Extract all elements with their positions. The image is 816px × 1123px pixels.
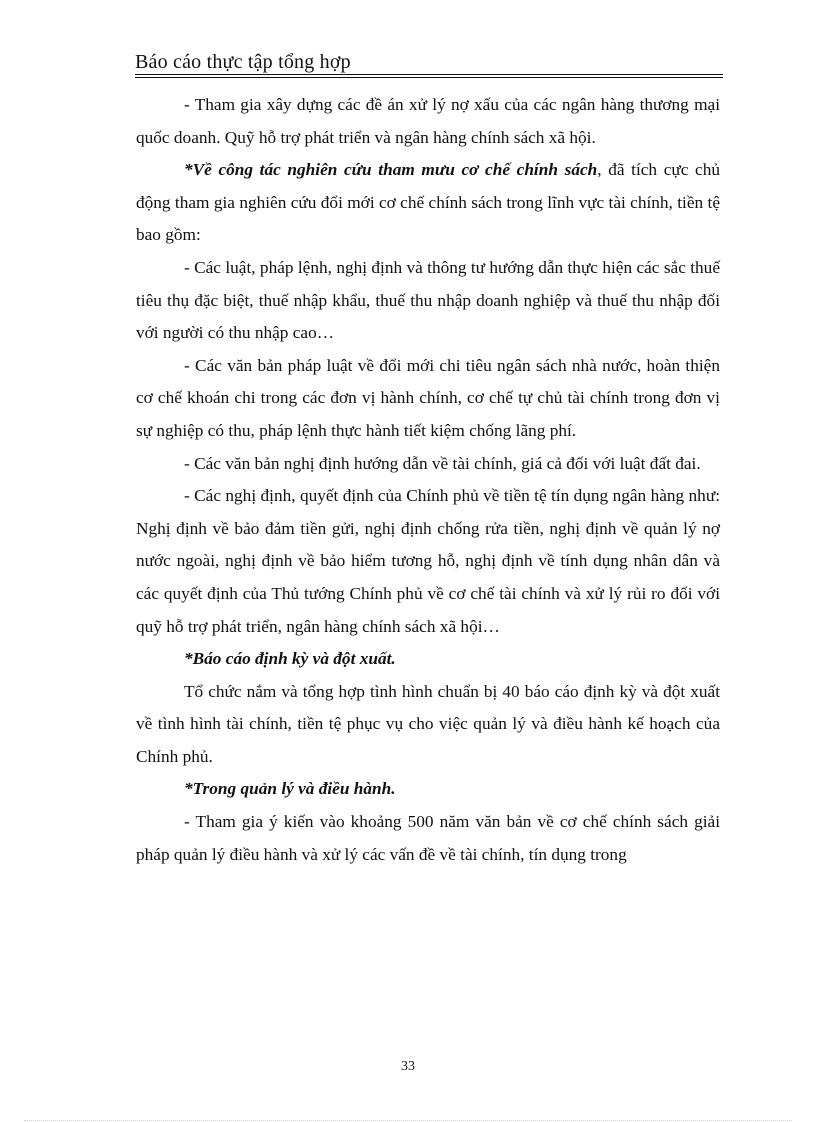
paragraph-text: - Các luật, pháp lệnh, nghị định và thông tư hướng dẫn thực hiện các sắc thuế tiêu thụ đặc biệt, thuế nhập khẩu, thuế thu nhập doanh nghiệp và thuế thu nhập đối với người có thu nhập cao… xyxy=(136,257,720,343)
paragraph-text: - Tham gia xây dựng các đề án xử lý nợ xấu của các ngân hàng thương mại quốc doanh. Quỹ hỗ trợ phát triển và ngân hàng chính sách xã hội. xyxy=(136,95,720,147)
page-bottom-divider xyxy=(24,1120,792,1121)
paragraph-text: - Các văn bản pháp luật về đổi mới chi tiêu ngân sách nhà nước, hoàn thiện cơ chế khoán chi trong các đơn vị hành chính, cơ chế tự chủ tài chính trong đơn vị sự nghiệp có thu, pháp lệnh thực hành tiết kiệm chống lãng phí. xyxy=(136,355,720,440)
paragraph-text: - Tham gia ý kiến vào khoảng 500 năm văn bản về cơ chế chính sách giải pháp quản lý điều hành và xử lý các vấn đề về tài chính, tín dụng trong xyxy=(136,812,720,864)
paragraph xyxy=(136,480,720,643)
paragraph-text: , đã tích cực chủ động tham gia nghiên cứu đổi mới cơ chế chính sách trong lĩnh vực tài chính, tiền tệ bao gồm: xyxy=(136,160,721,245)
section-heading: *Báo cáo định kỳ và đột xuất. xyxy=(184,649,396,669)
paragraph xyxy=(136,643,720,676)
header-rule-top xyxy=(135,74,723,75)
paragraph xyxy=(136,806,720,871)
document-body xyxy=(136,89,720,871)
paragraph xyxy=(136,154,720,252)
section-heading: *Về công tác nghiên cứu tham mưu cơ chế chính sách xyxy=(184,160,598,180)
paragraph xyxy=(136,350,720,448)
section-heading: *Trong quản lý và điều hành. xyxy=(184,779,396,799)
header-title: Báo cáo thực tập tổng hợp xyxy=(135,51,351,73)
paragraph xyxy=(136,773,720,806)
page-header xyxy=(135,50,723,78)
paragraph xyxy=(136,252,720,350)
page-number: 33 xyxy=(401,1059,415,1074)
paragraph xyxy=(136,448,720,481)
paragraph-text: - Các văn bản nghị định hướng dẫn về tài chính, giá cả đối với luật đất đai. xyxy=(184,453,701,473)
paragraph-text: Tổ chức nắm và tổng hợp tình hình chuẩn bị 40 báo cáo định kỳ và đột xuất về tình hình tài chính, tiền tệ phục vụ cho việc quản lý và điều hành kế hoạch của Chính phủ. xyxy=(136,681,720,766)
paragraph xyxy=(136,89,720,154)
paragraph-text: - Các nghị định, quyết định của Chính phủ về tiền tệ tín dụng ngân hàng như: Nghị định về bảo đảm tiền gửi, nghị định chống rửa tiền, nghị định về quản lý nợ nước ngoài, nghị định về bảo hiểm tương hỗ, nghị định về tính dụng nhân dân và các quyết định của Thủ tướng Chính phủ về cơ chế tài chính và xử lý rủi ro đối với quỹ hỗ trợ phát triển, ngân hàng chính sách xã hội… xyxy=(136,486,720,636)
paragraph xyxy=(136,676,720,774)
header-rule-bottom xyxy=(135,77,723,78)
